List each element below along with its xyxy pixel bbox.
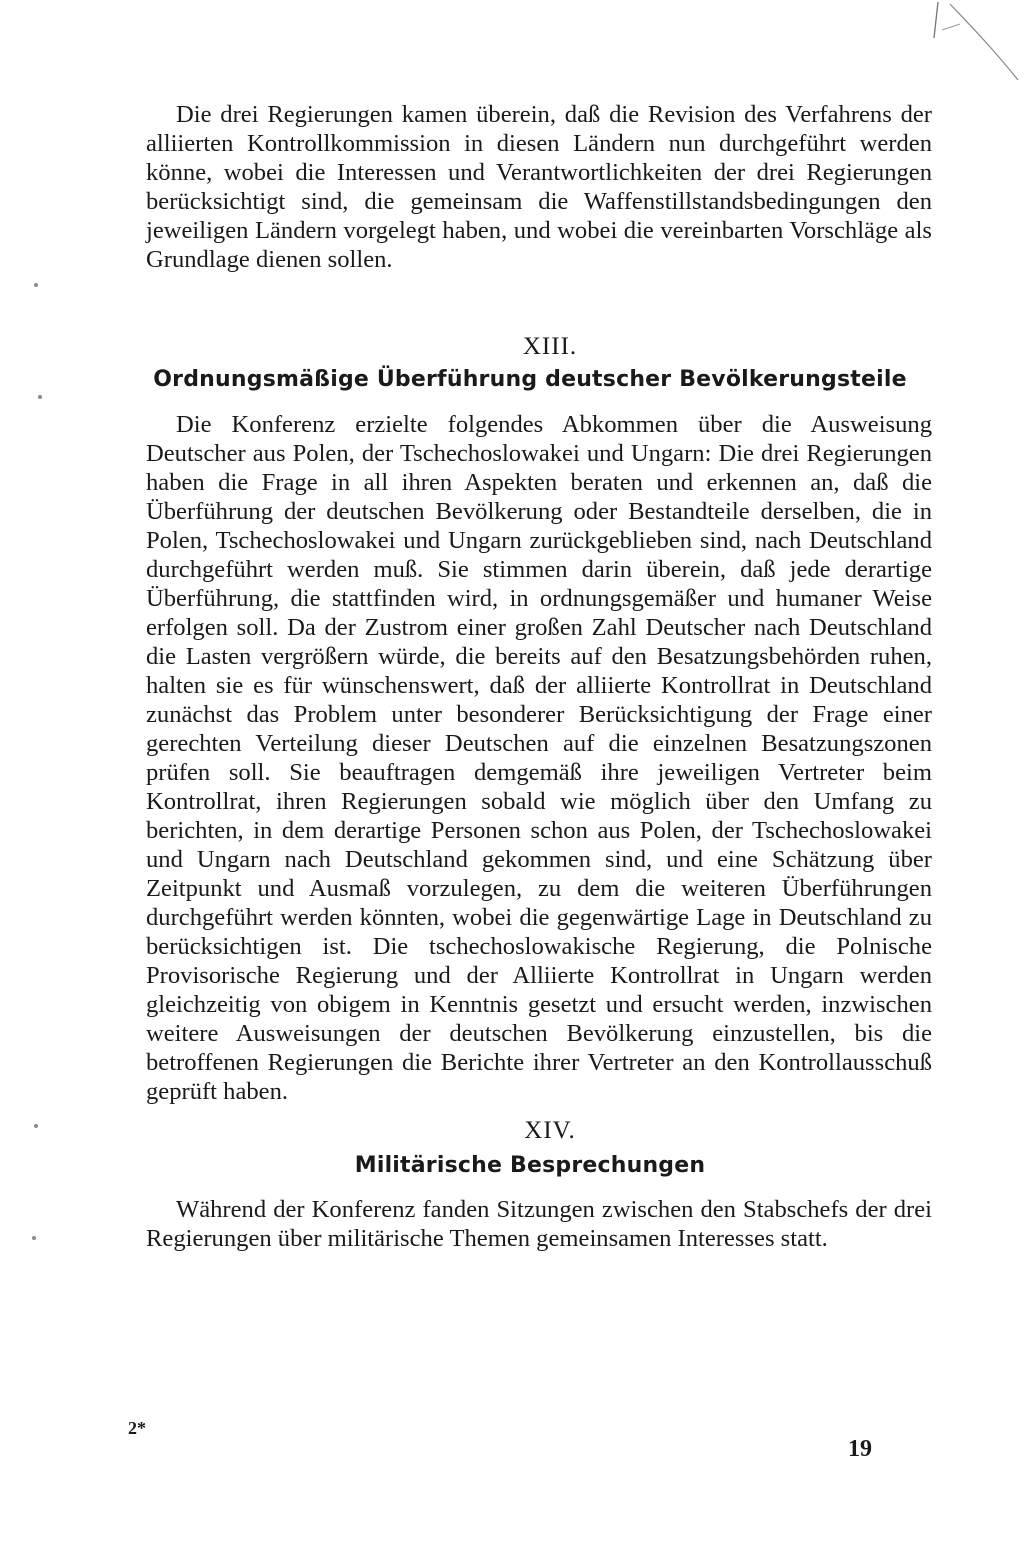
section-14-number: XIV.	[524, 1117, 576, 1144]
intro-paragraph-block	[146, 100, 932, 274]
scan-speck	[34, 1124, 38, 1128]
section-13-body-block	[146, 410, 932, 1106]
scan-speck	[34, 283, 38, 287]
section-14-body-block	[146, 1195, 932, 1253]
section-13-title: Ordnungsmäßige Überführung deutscher Bevölkerungsteile	[153, 367, 907, 392]
section-13-number: XIII.	[522, 333, 578, 360]
section-14-title: Militärische Besprechungen	[354, 1153, 706, 1178]
corner-pencil-mark	[920, 0, 1024, 90]
paragraph-revision-control-commission: Die drei Regierungen kamen überein, daß die Revision des Verfahrens der alliierten Kontrollkommission in diesen Ländern nun durchgeführt werden könne, wobei die Interessen und Verantwortlichkeiten der drei Regierungen berücksichtigt sind, die gemeinsam die Waffenstillstandsbedingungen den jeweiligen Ländern vorgelegt haben, und wobei die vereinbarten Vorschläge als Grundlage dienen sollen.	[146, 101, 932, 273]
signature-mark: 2*	[128, 1418, 146, 1438]
section-14-body: Während der Konferenz fanden Sitzungen zwischen den Stabschefs der drei Regierungen über militärische Themen gemeinsamen Interesses statt.	[146, 1196, 932, 1252]
page-number: 19	[848, 1436, 872, 1462]
section-13-body: Die Konferenz erzielte folgendes Abkommen über die Ausweisung Deutscher aus Polen, der Tschechoslowakei und Ungarn: Die drei Regierungen haben die Frage in all ihren Aspekten beraten und erkennen an, daß die Überführung der deutschen Bevölkerung oder Bestandteile derselben, die in Polen, Tschechoslowakei und Ungarn zurückgeblieben sind, nach Deutschland durchgeführt werden muß. Sie stimmen darin überein, daß jede derartige Überführung, die stattfinden wird, in ordnungsgemäßer und humaner Weise erfolgen soll. Da der Zustrom einer großen Zahl Deutscher nach Deutschland die Lasten vergrößern würde, die bereits auf den Besatzungsbehörden ruhen, halten sie es für wünschenswert, daß der alliierte Kontrollrat in Deutschland zunächst das Problem unter besonderer Berücksichtigung der Frage einer gerechten Verteilung dieser Deutschen auf die einzelnen Besatzungszonen prüfen soll. Sie beauftragen demgemäß ihre jeweiligen Vertreter beim Kontrollrat, ihren Regierungen sobald wie möglich über den Umfang zu berichten, in dem derartige Personen schon aus Polen, der Tschechoslowakei und Ungarn nach Deutschland gekommen sind, und eine Schätzung über Zeitpunkt und Ausmaß vorzulegen, zu dem die weiteren Überführungen durchgeführt werden könnten, wobei die gegenwärtige Lage in Deutschland zu berücksichtigen ist. Die tschechoslowakische Regierung, die Polnische Provisorische Regierung und der Alliierte Kontrollrat in Ungarn werden gleichzeitig von obigem in Kenntnis gesetzt und ersucht werden, inzwischen weitere Ausweisungen der deutschen Bevölkerung einzustellen, bis die betroffenen Regierungen die Berichte ihrer Vertreter an den Kontrollausschuß geprüft haben.	[146, 411, 932, 1105]
scan-speck	[38, 395, 42, 399]
scan-speck	[32, 1236, 36, 1240]
